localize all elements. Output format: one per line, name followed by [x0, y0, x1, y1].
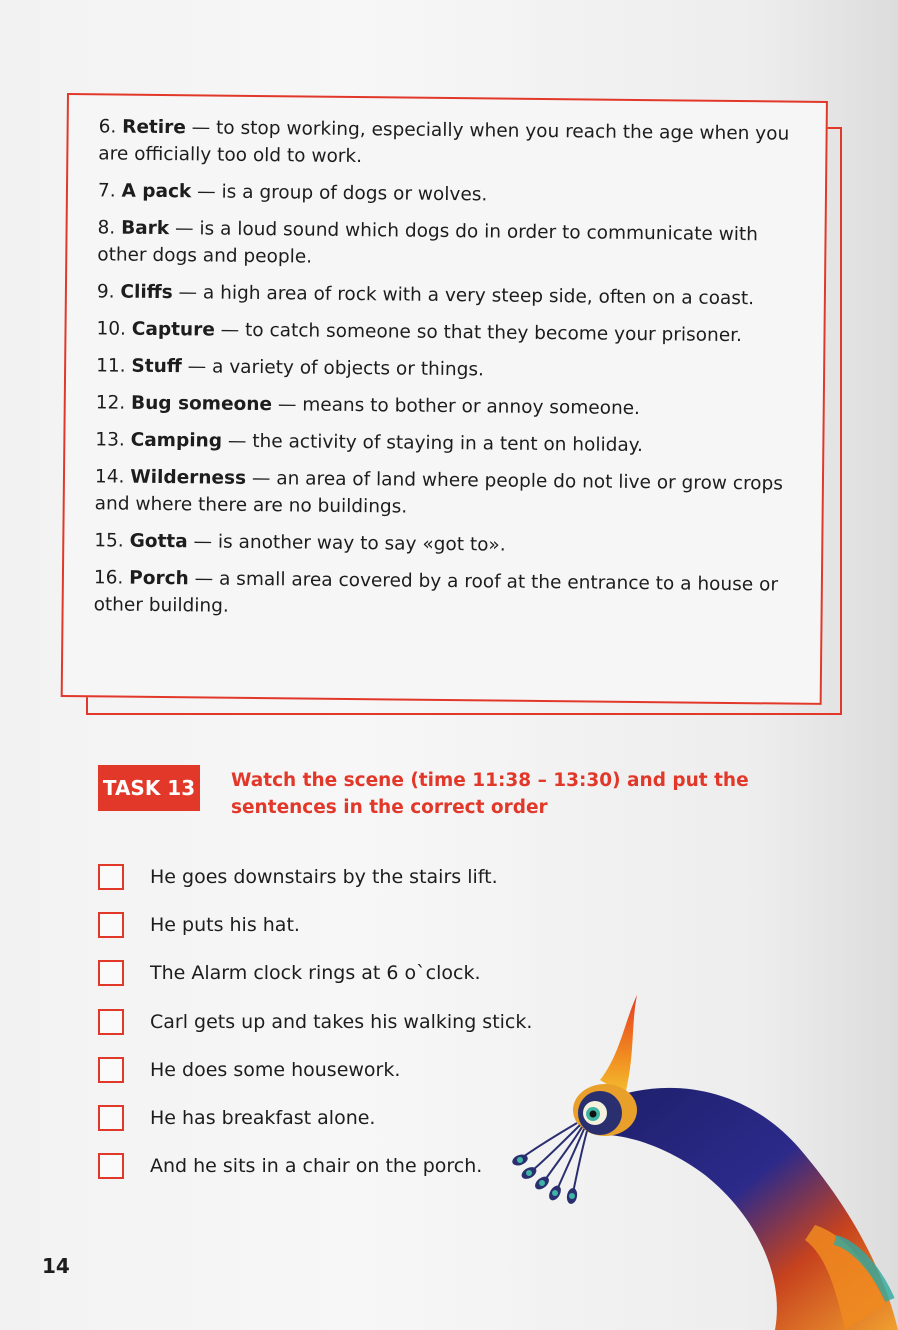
definition-item: 10. Capture — to catch someone so that they become your prisoner. [96, 318, 743, 347]
order-checkbox[interactable] [98, 1153, 124, 1179]
task-instruction: Watch the scene (time 11:38 – 13:30) and put the sentences in the correct order [231, 770, 749, 818]
definition-item: 11. Stuff — a variety of objects or things. [96, 355, 484, 381]
order-checkbox[interactable] [98, 1105, 124, 1131]
page-number: 14 [42, 1254, 70, 1278]
definition-item: 16. Porch — a small area covered by a roof at the entrance to a house or other building. [93, 567, 779, 617]
sentence-text: He has breakfast alone. [150, 1107, 376, 1130]
order-checkbox[interactable] [98, 864, 124, 890]
sentence-text: Carl gets up and takes his walking stick. [150, 1010, 533, 1033]
bird-illustration [505, 985, 898, 1330]
checklist-item [98, 853, 578, 901]
definition-item: 8. Bark — is a loud sound which dogs do in order to communicate with other dogs and people. [97, 217, 759, 268]
sentence-text: He puts his hat. [150, 914, 300, 937]
definition-item: 7. A pack — is a group of dogs or wolves. [97, 180, 488, 206]
definition-item: 15. Gotta — is another way to say «got to». [94, 530, 506, 556]
order-checkbox[interactable] [98, 1057, 124, 1083]
definitions-box [61, 93, 828, 705]
definition-item: 6. Retire — to stop working, especially when you reach the age when you are officially too old to work. [98, 116, 790, 168]
sentence-text: He does some housework. [150, 1058, 401, 1081]
definition-item: 13. Camping — the activity of staying in a tent on holiday. [95, 429, 644, 457]
order-checkbox[interactable] [98, 912, 124, 938]
checklist-item [98, 901, 578, 949]
definition-item: 12. Bug someone — means to bother or annoy someone. [95, 392, 641, 420]
definition-item: 9. Cliffs — a high area of rock with a very steep side, often on a coast. [96, 281, 755, 310]
sentence-text: He goes downstairs by the stairs lift. [150, 866, 498, 889]
task-badge: TASK 13 [98, 765, 200, 811]
order-checkbox[interactable] [98, 1009, 124, 1035]
sentence-text: The Alarm clock rings at 6 o`clock. [150, 962, 481, 985]
order-checkbox[interactable] [98, 960, 124, 986]
sentence-text: And he sits in a chair on the porch. [150, 1155, 483, 1178]
definition-item: 14. Wilderness — an area of land where people do not live or grow crops and where there are no buildings. [94, 466, 784, 518]
